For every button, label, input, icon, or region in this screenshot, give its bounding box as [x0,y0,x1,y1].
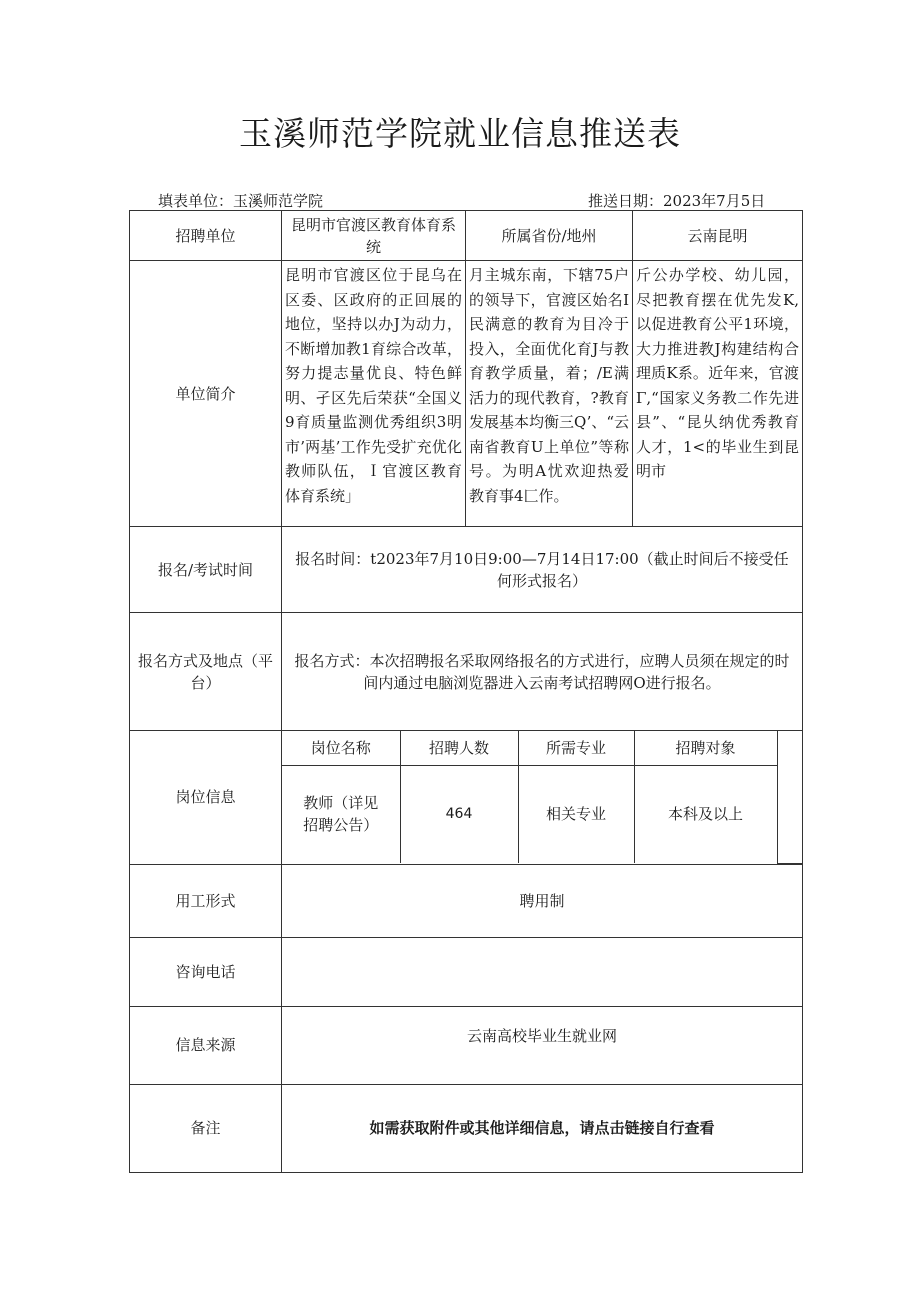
exam-value: 报名时间：t2023年7月10日9:00—7月14日17:00（截止时间后不接受任何形式报名） [282,527,803,613]
phone-label: 咨询电话 [130,937,282,1006]
position-header: 招聘人数 [400,731,518,765]
exam-label: 报名/考试时间 [130,527,282,613]
table-row [130,1006,803,1084]
position-count: 464 [400,765,518,863]
push-date: 推送日期：2023年7月5日 [588,192,766,210]
position-major: 相关专业 [518,765,634,863]
employer-label: 招聘单位 [130,211,282,261]
phone-value [282,937,803,1006]
table-row [130,527,803,613]
method-value: 报名方式：本次招聘报名采取网络报名的方式进行，应聘人员须在规定的时间内通过电脑浏览器进入云南考试招聘网O进行报名。 [282,613,803,731]
source-value: 云南高校毕业生就业网 [282,1006,803,1084]
table-row [130,261,803,527]
province-label: 所属省份/地州 [466,211,633,261]
employ-value: 聘用制 [282,864,803,937]
table-row [130,937,803,1006]
position-target: 本科及以上 [634,765,777,863]
remark-label: 备注 [130,1084,282,1172]
position-header: 招聘对象 [634,731,777,765]
employer-value: 昆明市官渡区教育体育系统 [282,211,466,261]
page-title: 玉溪师范学院就业信息推送表 [239,114,681,153]
position-name: 教师（详见招聘公告） [282,765,400,863]
table-row [130,864,803,937]
position-cell [282,731,803,865]
info-table [129,210,803,1173]
table-row [130,731,803,865]
intro-label: 单位简介 [130,261,282,527]
table-row [130,613,803,731]
fill-unit: 填表单位：玉溪师范学院 [158,192,324,210]
intro-col-1: 昆明市官渡区位于昆乌在区委、区政府的正回展的地位，坚持以办J为动力，不断增加教1育综合改革，努力提志量优良、特色鲜明、孑区先后荣获“全国义9育质量监测优秀组织3明市’两基’工作先受扩充优化教师队伍，Ｉ官渡区教育体育系统」 [282,261,466,527]
intro-col-2: 月主城东南，下辖75户的领导下，官渡区始名I民满意的教育为目冷于投入，全面优化育J与教育教学质量，着；/E满活力的现代教育，?教育发展基本均衡三Q’、“云南省教育U上单位”等称号。为明A忧欢迎热爱教育事4匚作。 [466,261,633,527]
source-label: 信息来源 [130,1006,282,1084]
position-spacer [777,731,803,863]
employ-label: 用工形式 [130,864,282,937]
position-header: 所需专业 [518,731,634,765]
province-value: 云南昆明 [633,211,803,261]
position-header: 岗位名称 [282,731,400,765]
remark-value: 如需获取附件或其他详细信息，请点击链接自行查看 [282,1084,803,1172]
table-row [130,1084,803,1172]
position-table [282,731,803,864]
intro-col-3: 斤公办学校、幼儿园，尽把教育摆在优先发K,以促进教育公平1环境，大力推进教J构建结构合理质K系。近年来，官渡Γ,“国家义务教二作先进县”、“昆乆纳优秀教育人才，1<的毕业生到昆明市 [633,261,803,527]
method-label: 报名方式及地点（平台） [130,613,282,731]
table-row [130,211,803,261]
position-label: 岗位信息 [130,731,282,865]
